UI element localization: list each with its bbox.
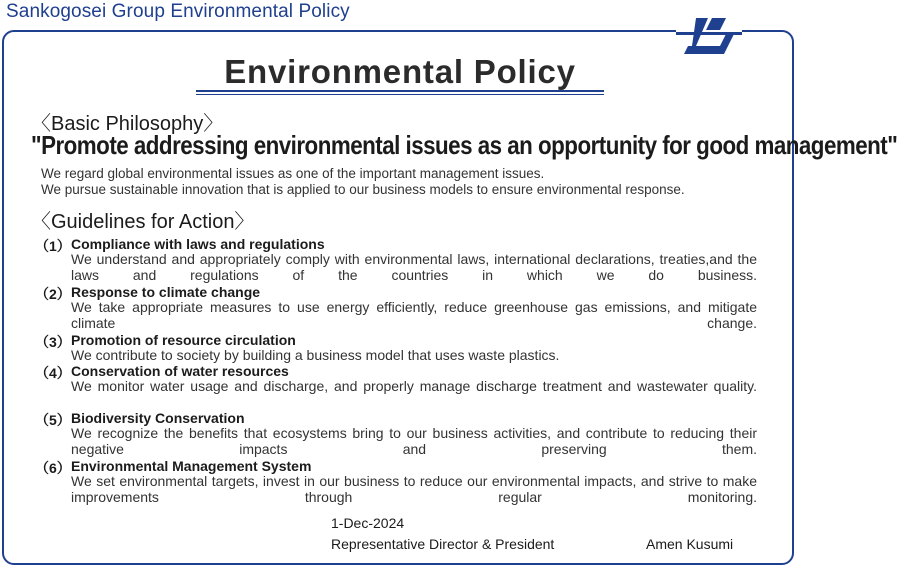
guidelines-heading: 〈Guidelines for Action〉 <box>31 211 255 233</box>
signature-date: 1-Dec-2024 <box>331 515 405 531</box>
guideline-title-5: Biodiversity Conservation <box>71 410 245 426</box>
guideline-body-2: We take appropriate measures to use energy efficiently, reduce greenhouse gas emissions, and mitigate climate change. <box>71 299 757 331</box>
guideline-title-1: Compliance with laws and regulations <box>71 236 325 252</box>
guideline-number-5: （5） <box>35 412 71 428</box>
page-title: Environmental Policy <box>224 53 576 90</box>
guideline-number-1: （1） <box>35 238 71 254</box>
basic-philosophy-heading: 〈Basic Philosophy〉 <box>31 113 224 135</box>
guideline-number-6: （6） <box>35 460 71 476</box>
guideline-number-2: （2） <box>35 286 71 302</box>
guideline-body-1: We understand and appropriately comply with environmental laws, international declarations, treaties,and the laws and regulations of the countries in which we do business. <box>71 251 757 283</box>
signature-name: Amen Kusumi <box>646 536 734 552</box>
guideline-title-2: Response to climate change <box>71 284 261 300</box>
guideline-body-3: We contribute to society by building a business model that uses waste plastics. <box>71 347 560 363</box>
signature-position: Representative Director & President <box>331 536 555 552</box>
philosophy-slogan: "Promote addressing environmental issues as an opportunity for good management" <box>31 130 897 160</box>
guideline-number-4: （4） <box>35 365 71 381</box>
sankogosei-logo-icon <box>676 12 742 56</box>
group-policy-title: Sankogosei Group Environmental Policy <box>6 1 350 22</box>
philosophy-line-1: We regard global environmental issues as one of the important management issues. <box>41 166 545 181</box>
title-underline <box>196 90 604 92</box>
guideline-body-6: We set environmental targets, invest in our business to reduce our environmental impacts, and strive to make improvements through regular monitoring. <box>71 473 757 505</box>
guideline-title-3: Promotion of resource circulation <box>71 332 296 348</box>
guideline-number-3: （3） <box>35 334 71 350</box>
guideline-body-4: We monitor water usage and discharge, and properly manage discharge treatment and wastewater quality. <box>71 378 757 394</box>
philosophy-line-2: We pursue sustainable innovation that is applied to our business models to ensure environmental response. <box>41 182 685 197</box>
guideline-title-6: Environmental Management System <box>71 458 312 474</box>
guideline-title-4: Conservation of water resources <box>71 363 289 379</box>
title-underline-thin <box>196 94 604 95</box>
guideline-body-5: We recognize the benefits that ecosystems bring to our business activities, and contribute to reducing their negative impacts and preserving them. <box>71 425 757 457</box>
